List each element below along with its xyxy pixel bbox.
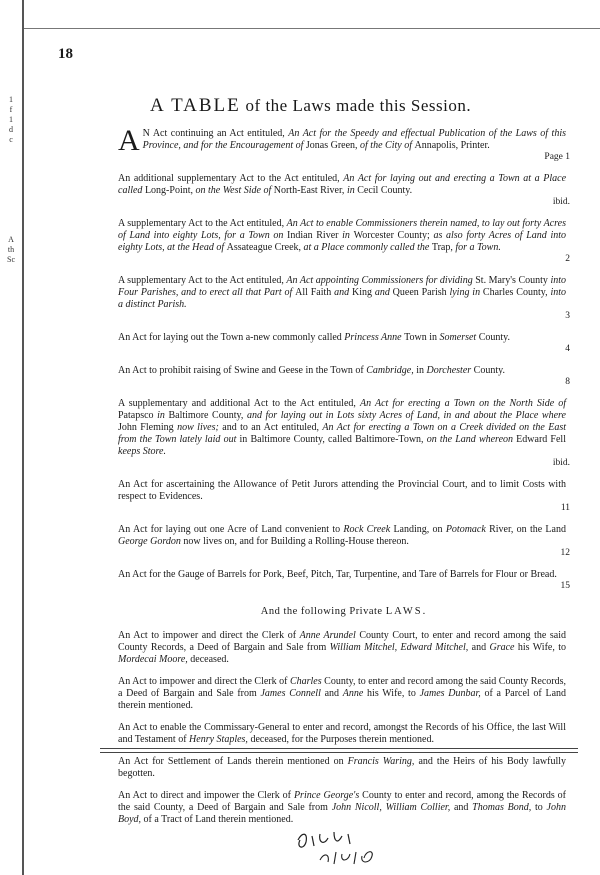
page-reference: ibid.: [552, 458, 570, 468]
law-text-segment: and for laying out in Lots sixty Acres of Land, in and about the Place where: [246, 410, 566, 421]
law-text-segment: in: [346, 185, 358, 196]
law-text: [118, 756, 570, 780]
law-text-segment: in: [342, 230, 354, 241]
law-text-segment: County.: [478, 332, 511, 343]
law-text-segment: Town in: [404, 332, 440, 343]
law-text-segment: of a Tract of Land therein mentioned.: [143, 814, 294, 825]
law-entry: [118, 630, 570, 666]
page-left-edge: [22, 0, 24, 875]
law-text-segment: to: [534, 802, 547, 813]
law-text-segment: into a distinct Parish.: [118, 287, 566, 310]
margin-note: th: [7, 245, 15, 254]
law-text-segment: and: [324, 688, 343, 699]
law-entry: [118, 124, 570, 163]
law-text-segment: Long-Point,: [144, 185, 196, 196]
law-text-segment: William Mitchel, Edward Mitchel,: [329, 642, 472, 653]
law-text-segment: Indian River: [287, 230, 343, 241]
law-text-segment: and to an Act entituled,: [222, 422, 323, 433]
law-text-segment: King: [351, 287, 375, 298]
page-reference: 8: [565, 377, 570, 387]
law-text: [118, 398, 570, 458]
law-text-segment: Annapolis, Printer.: [414, 140, 490, 151]
page-number: 18: [58, 46, 73, 62]
law-entry: [118, 676, 570, 712]
law-text-segment: An additional supplementary Act to the Act entituled,: [118, 173, 344, 184]
law-entry: [118, 173, 570, 208]
law-text-segment: Henry Staples,: [189, 734, 251, 745]
law-text: [118, 332, 570, 344]
law-text-segment: Trap,: [431, 242, 456, 253]
law-text-segment: Anne: [342, 688, 368, 699]
law-text-segment: of the City of: [360, 140, 415, 151]
page-reference: 4: [565, 344, 570, 354]
law-text-segment: An Act for Settlement of Lands therein mentioned on: [118, 756, 348, 767]
margin-note: d: [9, 125, 13, 134]
law-text-segment: into Four Parishes, and to erect all that Part of: [118, 275, 566, 298]
law-text-segment: John Fleming: [118, 422, 178, 433]
page-reference: 12: [560, 548, 570, 558]
law-text-segment: James Dunbar,: [419, 688, 485, 699]
law-text: [118, 365, 570, 377]
page-reference: 11: [560, 503, 570, 513]
law-text-segment: Patapsco: [118, 410, 158, 421]
law-text-segment: Edward Fell: [516, 434, 566, 445]
law-text-segment: Assateague Creek,: [226, 242, 304, 253]
law-entry: [118, 218, 570, 265]
law-text-segment: deceased, for the Purposes therein mentioned.: [250, 734, 434, 745]
page-reference: 2: [565, 254, 570, 264]
margin-notes: [2, 95, 20, 264]
law-text-segment: John Boyd,: [118, 802, 566, 825]
law-text-segment: An Act to enable Commissioners therein named, to lay out forty Acres of Land into eighty Lots, for a Town on: [118, 218, 566, 241]
law-text-segment: All Faith: [295, 287, 335, 298]
law-text-segment: Somerset: [439, 332, 479, 343]
law-text-segment: County to enter and record, among the Records of the said County, a Deed of Bargain and Sale from: [118, 790, 566, 813]
law-text-segment: County, to enter and record among the said County Records, a Deed of Bargain and Sale from: [118, 676, 567, 699]
law-text-segment: now lives;: [177, 422, 223, 433]
law-text-segment: and: [374, 287, 393, 298]
footer-rule: [100, 752, 578, 753]
law-text-segment: now lives on, and for Building a Rolling-House thereon.: [183, 536, 409, 547]
margin-note: 1: [9, 115, 13, 124]
law-text: [118, 790, 570, 826]
law-text-segment: An Act for laying out one Acre of Land convenient to: [118, 524, 344, 535]
page-reference: 15: [560, 581, 570, 591]
law-text-segment: Rock Creek: [343, 524, 394, 535]
law-text-segment: keeps Store.: [118, 446, 166, 457]
law-entry: [118, 479, 570, 514]
page-reference: ibid.: [552, 197, 570, 207]
law-entry: [118, 569, 570, 592]
law-text-segment: Anne Arundel: [299, 630, 360, 641]
law-entry: [118, 332, 570, 355]
law-text-segment: A supplementary Act to the Act entituled,: [118, 218, 287, 229]
law-entry: [118, 398, 570, 469]
law-text-segment: James Connell: [260, 688, 325, 699]
law-text-segment: in: [416, 365, 427, 376]
law-text-segment: An Act to enable the Commissary-General to enter and record, amongst the Records of his Office, the last Will and Testament of: [118, 722, 566, 745]
law-entry: [118, 275, 570, 322]
law-text-segment: Cecil County.: [357, 185, 413, 196]
law-text: [118, 722, 570, 746]
law-text-segment: on the Land whereon: [426, 434, 517, 445]
margin-note: f: [9, 105, 13, 114]
law-text-segment: An Act appointing Commissioners for dividing: [286, 275, 476, 286]
law-text-segment: An Act for the Gauge of Barrels for Pork, Beef, Pitch, Tar, Turpentine, and Tare of Barrels for Flour or Bread.: [118, 569, 557, 580]
law-text-segment: lying in: [449, 287, 483, 298]
footer-rule: [100, 748, 578, 749]
law-text: [118, 630, 570, 666]
law-text: [118, 524, 570, 548]
drop-cap: A: [118, 124, 140, 157]
law-entry: [118, 790, 570, 826]
law-text-segment: St. Mary's County: [475, 275, 551, 286]
law-text-segment: An Act to prohibit raising of Swine and Geese in the Town of: [118, 365, 367, 376]
law-text-segment: An Act for laying out and erecting a Town at a Place called: [118, 173, 567, 196]
private-heading-prefix: And the following Private: [260, 606, 383, 617]
law-text: [118, 218, 570, 254]
law-text-segment: Baltimore County,: [168, 410, 247, 421]
law-text-segment: of a Parcel of Land therein mentioned.: [118, 688, 567, 711]
law-entry: [118, 524, 570, 559]
law-text-segment: An Act to impower and direct the Clerk of: [118, 676, 290, 687]
law-text-segment: his Wife, to: [517, 642, 566, 653]
law-text-segment: and: [471, 642, 490, 653]
law-text-segment: his Wife, to: [367, 688, 420, 699]
law-text-segment: Jonas Green,: [305, 140, 361, 151]
page-reference: 3: [565, 311, 570, 321]
law-text-segment: A supplementary and additional Act to the Act entituled,: [118, 398, 360, 409]
law-text-segment: Potomack: [445, 524, 490, 535]
law-text: [118, 275, 570, 311]
law-text-segment: An Act for ascertaining the Allowance of Petit Jurors attending the Provincial Court, and to limit Costs with respect to Evidences.: [118, 479, 566, 502]
public-laws-list: [118, 124, 570, 592]
law-text-segment: An Act for erecting a Town on the North Side of: [359, 398, 566, 409]
law-text-segment: A supplementary Act to the Act entituled,: [118, 275, 287, 286]
law-text-segment: North-East River,: [273, 185, 347, 196]
law-text-segment: River, on the Land: [489, 524, 566, 535]
law-text-segment: An Act for erecting a Town on a Creek divided on the East from the Town lately laid out: [118, 422, 566, 445]
law-text-segment: Mordecai Moore,: [118, 654, 191, 665]
law-text-segment: Cambridge,: [366, 365, 417, 376]
law-text-segment: and the Heirs of his Body lawfully begotten.: [118, 756, 566, 779]
title-rest: of the Laws made this Session.: [245, 96, 472, 115]
page-top-edge: [24, 28, 600, 29]
law-text-segment: An Act to direct and impower the Clerk of: [118, 790, 294, 801]
law-text: [118, 676, 570, 712]
private-laws-heading: [118, 606, 570, 618]
law-text: [118, 479, 570, 503]
handwritten-signature: [290, 822, 410, 870]
laws-table: [118, 124, 570, 836]
law-text: [118, 173, 570, 197]
law-entry: [118, 365, 570, 388]
law-text-segment: at a Place commonly called the: [303, 242, 432, 253]
law-text-segment: Princess Anne: [344, 332, 405, 343]
law-text-segment: and: [453, 802, 473, 813]
law-text-segment: on the West Side of: [195, 185, 274, 196]
law-text-segment: Landing, on: [393, 524, 446, 535]
law-text-segment: for a Town.: [455, 242, 501, 253]
law-text-segment: An Act for the Speedy and effectual Publication of the Laws of this Province, and for the Encouragement of: [142, 128, 566, 151]
margin-note: Sc: [7, 255, 15, 264]
law-text-segment: Charles: [289, 676, 325, 687]
law-text-segment: deceased.: [190, 654, 229, 665]
law-text-segment: in Baltimore County, called Baltimore-Town,: [239, 434, 427, 445]
law-text-segment: County.: [473, 365, 505, 376]
margin-note: A: [8, 235, 14, 244]
law-text-segment: An Act to impower and direct the Clerk of: [118, 630, 300, 641]
law-text-segment: Queen Parish: [392, 287, 450, 298]
page-title: [150, 95, 590, 117]
law-entry: [118, 756, 570, 780]
title-prefix: A TABLE: [150, 95, 241, 116]
margin-note: 1: [9, 95, 13, 104]
law-text-segment: Charles County,: [482, 287, 551, 298]
private-laws-list: [118, 630, 570, 826]
law-text: [118, 569, 570, 581]
law-text-segment: An Act for laying out the Town a-new commonly called: [118, 332, 345, 343]
page-reference: Page 1: [544, 152, 570, 162]
private-heading-laws: LAWS.: [385, 606, 428, 617]
law-text-segment: Worcester County;: [353, 230, 434, 241]
law-entry: [118, 722, 570, 746]
law-text-segment: Thomas Bond,: [472, 802, 535, 813]
law-text-segment: Prince George's: [293, 790, 363, 801]
law-text-segment: as also forty Acres of Land into eighty Lots, at the Head of: [118, 230, 567, 253]
law-text-segment: Grace: [489, 642, 518, 653]
law-text-segment: Dorchester: [426, 365, 474, 376]
law-text-segment: County Court, to enter and record among the said County Records, a Deed of Bargain and Sale from: [118, 630, 566, 653]
law-text-segment: and: [334, 287, 352, 298]
law-text-segment: in: [157, 410, 169, 421]
law-text-segment: John Nicoll, William Collier,: [331, 802, 454, 813]
law-text-segment: George Gordon: [118, 536, 184, 547]
law-text-segment: Francis Waring,: [347, 756, 419, 767]
margin-note: c: [9, 135, 13, 144]
law-text-segment: N Act continuing an Act entituled,: [142, 128, 289, 139]
